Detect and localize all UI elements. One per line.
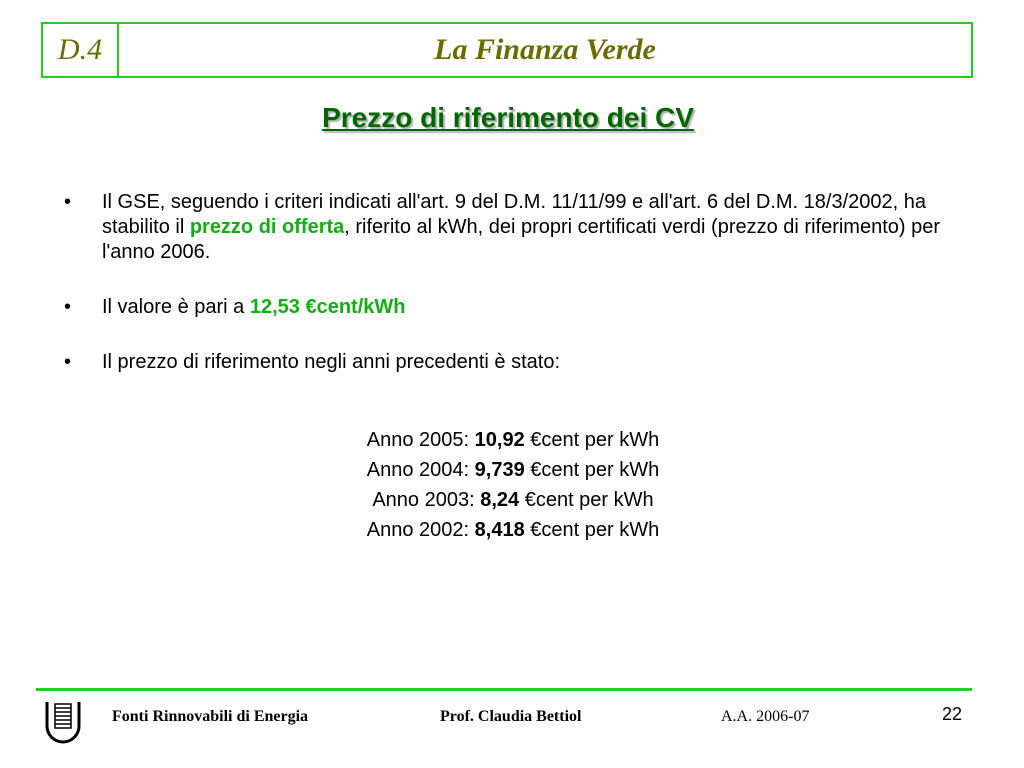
year-row (0, 425, 1024, 455)
footer-course: Fonti Rinnovabili di Energia (112, 708, 309, 725)
university-logo-icon (44, 700, 82, 744)
bullet-list (64, 190, 964, 405)
bullet-highlight: 12,53 €cent/kWh (249, 296, 406, 318)
year-value: 9,739 (474, 459, 525, 481)
bullet-marker: • (64, 351, 72, 373)
bullet-text-part: Il GSE, seguendo i criteri indicati all'art. 9 del D.M. 11/11/99 e all'art. 6 del D.M. 18/3/2002, ha stabilito il (102, 191, 926, 238)
year-unit: €cent per kWh (524, 429, 660, 451)
year-label: Anno 2004: (366, 459, 475, 481)
year-value: 8,24 (480, 489, 520, 511)
bullet-item (64, 295, 964, 320)
year-unit: €cent per kWh (524, 459, 660, 481)
year-label: Anno 2002: (366, 519, 475, 541)
year-row (0, 515, 1024, 545)
page-title: Prezzo di riferimento dei CV (322, 102, 694, 133)
year-label: Anno 2003: (372, 489, 481, 511)
header-box (41, 22, 973, 78)
bullet-text-part: Il valore è pari a (102, 296, 250, 318)
header-title: La Finanza Verde (434, 33, 656, 66)
year-label: Anno 2005: (366, 429, 475, 451)
years-list (0, 425, 1024, 545)
page-number: 22 (942, 704, 963, 724)
year-value: 8,418 (474, 519, 525, 541)
bullet-text: Il prezzo di riferimento negli anni precedenti è stato: (102, 351, 561, 373)
bullet-item (64, 350, 964, 375)
year-unit: €cent per kWh (524, 519, 660, 541)
footer-divider (36, 688, 972, 691)
footer-year: A.A. 2006-07 (721, 708, 810, 725)
year-unit: €cent per kWh (519, 489, 654, 511)
bullet-text (102, 295, 405, 320)
year-value: 10,92 (474, 429, 525, 451)
bullet-text-part: , riferito al kWh, dei propri certificati verdi (prezzo di riferimento) per l'anno 2006. (102, 216, 941, 263)
year-row (0, 485, 1024, 515)
bullet-text (102, 190, 964, 265)
bullet-marker: • (64, 296, 72, 318)
slide-code: D.4 (43, 24, 119, 76)
bullet-item (64, 190, 964, 265)
bullet-marker: • (64, 191, 72, 213)
footer-professor: Prof. Claudia Bettiol (440, 708, 582, 725)
bullet-highlight: prezzo di offerta (189, 216, 345, 238)
year-row (0, 455, 1024, 485)
